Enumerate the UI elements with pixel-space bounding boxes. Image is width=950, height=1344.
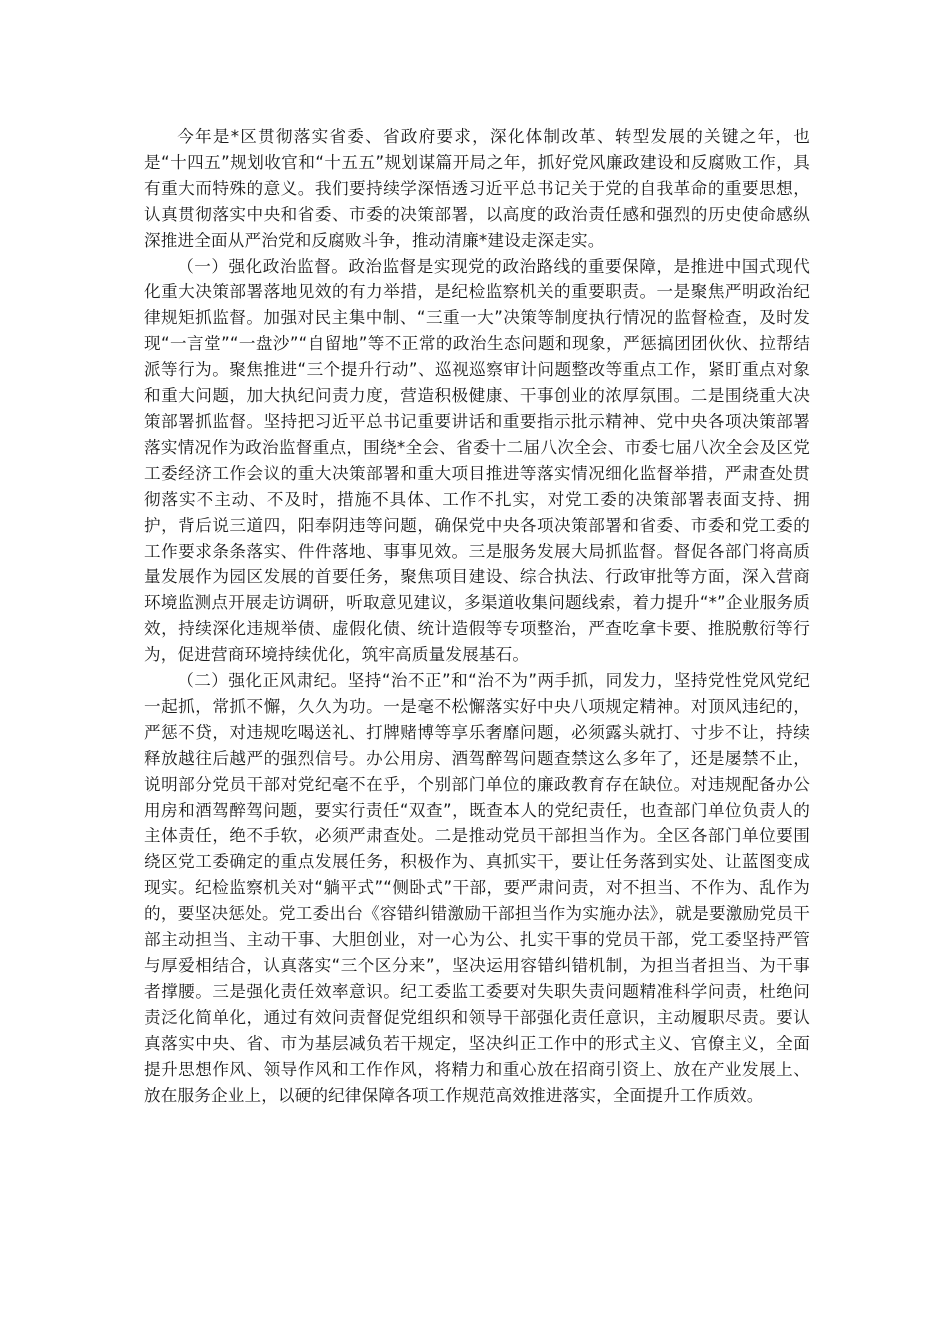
section-discipline-rectification: （二）强化正风肃纪。坚持“治不正”和“治不为”两手抓，同发力，坚持党性党风党纪一起抓，常抓不懈，久久为功。一是毫不松懈落实好中央八项规定精神。对顶风违纪的，严惩不贷，对违规吃喝送礼、打牌赌博等享乐奢靡问题，必须露头就打、寸步不让，持续释放越往后越严的强烈信号。办公用房、酒驾醉驾问题查禁这么多年了，还是屡禁不止，说明部分党员干部对党纪毫不在乎，个别部门单位的廉政教育存在缺位。对违规配备办公用房和酒驾醉驾问题，要实行责任“双查”，既查本人的党纪责任，也查部门单位负责人的主体责任，绝不手软，必须严肃查处。二是推动党员干部担当作为。全区各部门单位要围绕区党工委确定的重点发展任务，积极作为、真抓实干，要让任务落到实处、让蓝图变成现实。纪检监察机关对“躺平式”“侧卧式”干部，要严肃问责，对不担当、不作为、乱作为的，要坚决惩处。党工委出台《容错纠错激励干部担当作为实施办法》，就是要激励党员干部主动担当、主动干事、大胆创业，对一心为公、扎实干事的党员干部，党工委坚持严管与厚爱相结合，认真落实“三个区分来”，坚决运用容错纠错机制，为担当者担当、为干事者撑腰。三是强化责任效率意识。纪工委监工委要对失职失责问题精准科学问责，杜绝问责泛化简单化，通过有效问责督促党组织和领导干部强化责任意识，主动履职尽责。要认真落实中央、省、市为基层减负若干规定，坚决纠正工作中的形式主义、官僚主义，全面提升思想作风、领导作风和工作作风，将精力和重心放在招商引资上、放在产业发展上、放在服务企业上，以硬的纪律保障各项工作规范高效推进落实，全面提升工作质效。: [144, 671, 810, 1105]
document-body: [144, 124, 810, 1108]
section-political-supervision: （一）强化政治监督。政治监督是实现党的政治路线的重要保障，是推进中国式现代化重大决策部署落地见效的有力举措，是纪检监察机关的重要职责。一是聚焦严明政治纪律规矩抓监督。加强对民主集中制、“三重一大”决策等制度执行情况的监督检查，及时发现“一言堂”“一盘沙”“自留地”等不正常的政治生态问题和现象，严惩搞团团伙伙、拉帮结派等行为。聚焦推进“三个提升行动”、巡视巡察审计问题整改等重点工作，紧盯重点对象和重大问题，加大执纪问责力度，营造积极健康、干事创业的浓厚氛围。二是围绕重大决策部署抓监督。坚持把习近平总书记重要讲话和重要指示批示精神、党中央各项决策部署落实情况作为政治监督重点，围绕*全会、省委十二届八次全会、市委七届八次全会及区党工委经济工作会议的重大决策部署和重大项目推进等落实情况细化监督举措，严肃查处贯彻落实不主动、不及时，措施不具体、工作不扎实，对党工委的决策部署表面支持、拥护，背后说三道四，阳奉阴违等问题，确保党中央各项决策部署和省委、市委和党工委的工作要求条条落实、件件落地、事事见效。三是服务发展大局抓监督。督促各部门将高质量发展作为园区发展的首要任务，聚焦项目建设、综合执法、行政审批等方面，深入营商环境监测点开展走访调研，听取意见建议，多渠道收集问题线索，着力提升“*”企业服务质效，持续深化违规举债、虚假化债、统计造假等专项整治，严查吃拿卡要、推脱敷衍等行为，促进营商环境持续优化，筑牢高质量发展基石。: [144, 256, 810, 665]
intro-paragraph: 今年是*区贯彻落实省委、省政府要求，深化体制改革、转型发展的关键之年，也是“十四五”规划收官和“十五五”规划谋篇开局之年，抓好党风廉政建设和反腐败工作，具有重大而特殊的意义。我们要持续学深悟透习近平总书记关于党的自我革命的重要思想，认真贯彻落实中央和省委、市委的决策部署，以高度的政治责任感和强烈的历史使命感纵深推进全面从严治党和反腐败斗争，推动清廉*建设走深走实。: [144, 127, 810, 250]
